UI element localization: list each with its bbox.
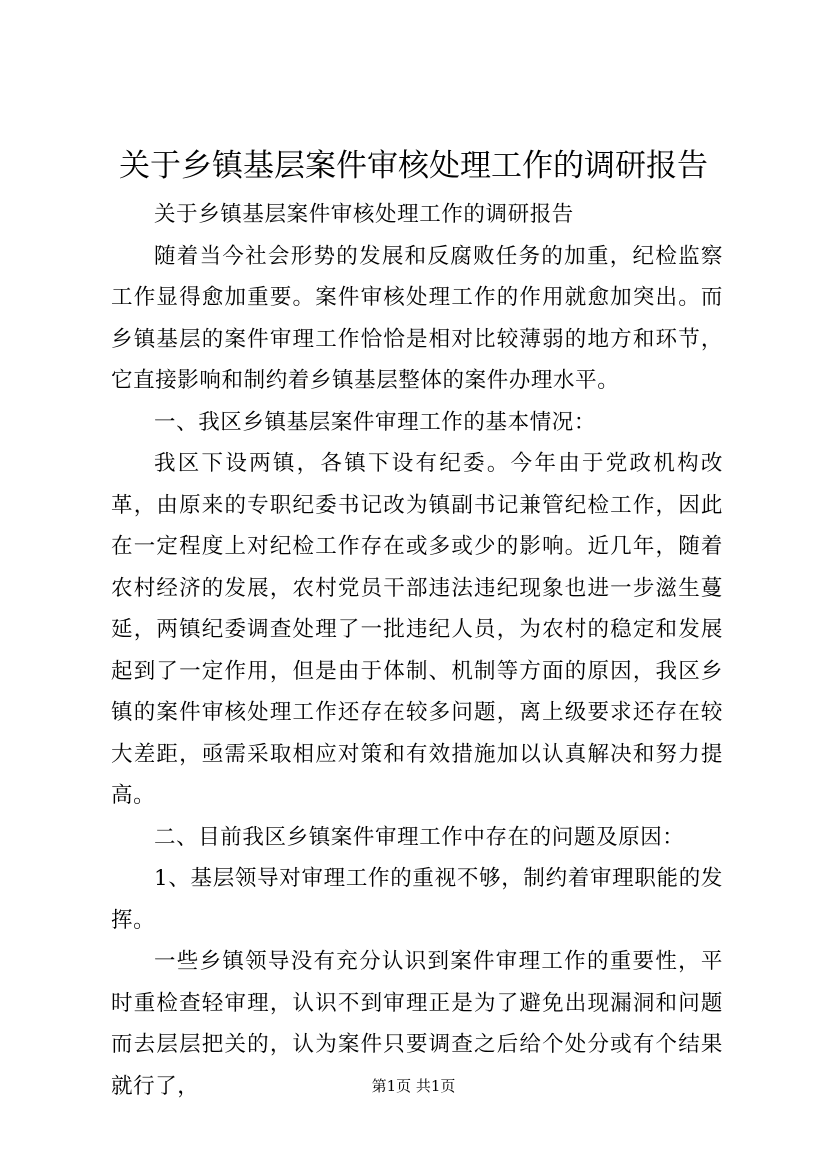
document-title: 关于乡镇基层案件审核处理工作的调研报告 xyxy=(119,148,708,184)
paragraph-basic-situation: 我区下设两镇，各镇下设有纪委。今年由于党政机构改革，由原来的专职纪委书记改为镇副书记兼管纪检工作，因此在一定程度上对纪检工作存在或多或少的影响。近几年，随着农村经济的发展，农村党员干部违法违纪现象也进一步滋生蔓延，两镇纪委调查处理了一批违纪人员，为农村的稳定和发展起到了一定作用，但是由于体制、机制等方面的原因，我区乡镇的案件审核处理工作还存在较多问题，离上级要求还存在较大差距，亟需采取相应对策和有效措施加以认真解决和努力提高。 xyxy=(111,451,723,808)
section-heading-1: 一、我区乡镇基层案件审理工作的基本情况： xyxy=(154,409,597,435)
paragraph-leadership: 一些乡镇领导没有充分认识到案件审理工作的重要性，平时重检查轻审理，认识不到审理正是为了避免出现漏洞和问题而去层层把关的，认为案件只要调查之后给个处分或有个结果就行了， xyxy=(111,949,723,1099)
paragraph-subtitle: 关于乡镇基层案件审核处理工作的调研报告 xyxy=(154,202,574,227)
page-footer: 第1页 共1页 xyxy=(371,1077,456,1095)
paragraph-intro: 随着当今社会形势的发展和反腐败任务的加重，纪检监察工作显得愈加重要。案件审核处理工作的作用就愈加突出。而乡镇基层的案件审理工作恰恰是相对比较薄弱的地方和环节，它直接影响和制约着乡镇基层整体的案件办理水平。 xyxy=(111,243,723,393)
subsection-heading-1: 1、基层领导对审理工作的重视不够，制约着审理职能的发挥。 xyxy=(111,866,723,933)
document-body xyxy=(111,194,723,1107)
section-heading-2: 二、目前我区乡镇案件审理工作中存在的问题及原因： xyxy=(154,824,685,850)
